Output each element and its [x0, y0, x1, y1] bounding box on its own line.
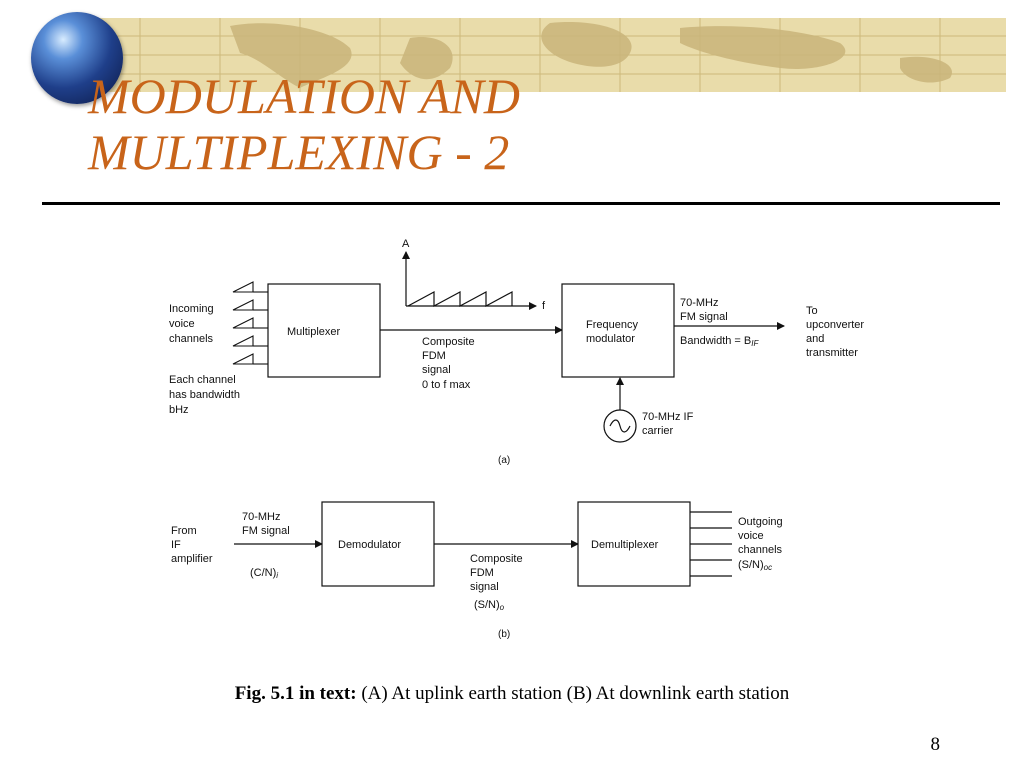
input-carrier-to-noise-label: (C/N)i	[250, 567, 279, 580]
bandwidth-label: Bandwidth = BIF	[680, 335, 759, 348]
if-amplifier-source-label: From IF amplifier	[171, 525, 213, 565]
incoming-voice-channel-inputs	[233, 282, 268, 364]
fm-signal-input-label: 70-MHz FM signal	[242, 511, 290, 537]
spectrum-axis-f-label: f	[542, 300, 546, 312]
frequency-modulator-label: Frequency modulator	[586, 319, 638, 345]
outgoing-voice-channel-lines	[690, 512, 732, 576]
slide-number: 8	[930, 734, 940, 755]
composite-fdm-signal-label: Composite FDM signal 0 to f max	[422, 336, 475, 391]
channel-bandwidth-note: Each channel has bandwidth bHz	[169, 374, 240, 416]
diagram-a-label: (a)	[498, 455, 511, 466]
demultiplexer-label: Demultiplexer	[591, 539, 659, 551]
demodulator-label: Demodulator	[338, 539, 401, 551]
overall-signal-to-noise-label: (S/N)oc	[738, 559, 773, 572]
upconverter-destination-label: To upconverter and transmitter	[806, 305, 865, 359]
caption-bold-prefix: Fig. 5.1 in text:	[234, 683, 357, 704]
diagram-b-label: (b)	[498, 629, 511, 640]
if-carrier-label: 70-MHz IF carrier	[642, 411, 694, 437]
block-diagram	[158, 232, 884, 652]
outgoing-voice-channels-label: Outgoing voice channels	[738, 516, 783, 556]
caption-text: (A) At uplink earth station (B) At downlink earth station	[356, 683, 790, 704]
title-divider	[42, 202, 1000, 205]
slide-title	[88, 68, 520, 180]
output-signal-to-noise-label: (S/N)o	[474, 599, 505, 612]
title-line-1: MODULATION AND	[88, 68, 520, 124]
composite-fdm-output-label: Composite FDM signal	[470, 553, 523, 593]
block-diagram-figure	[158, 232, 884, 652]
fm-signal-output-label: 70-MHz FM signal	[680, 297, 728, 323]
spectrum-axis-a-label: A	[402, 238, 410, 250]
title-line-2: MULTIPLEXING - 2	[88, 124, 510, 180]
multiplexer-label: Multiplexer	[287, 326, 341, 338]
incoming-voice-channels-label: Incoming voice channels	[169, 303, 214, 345]
fdm-spectrum-sawtooth	[408, 292, 512, 306]
figure-caption	[0, 683, 1024, 705]
